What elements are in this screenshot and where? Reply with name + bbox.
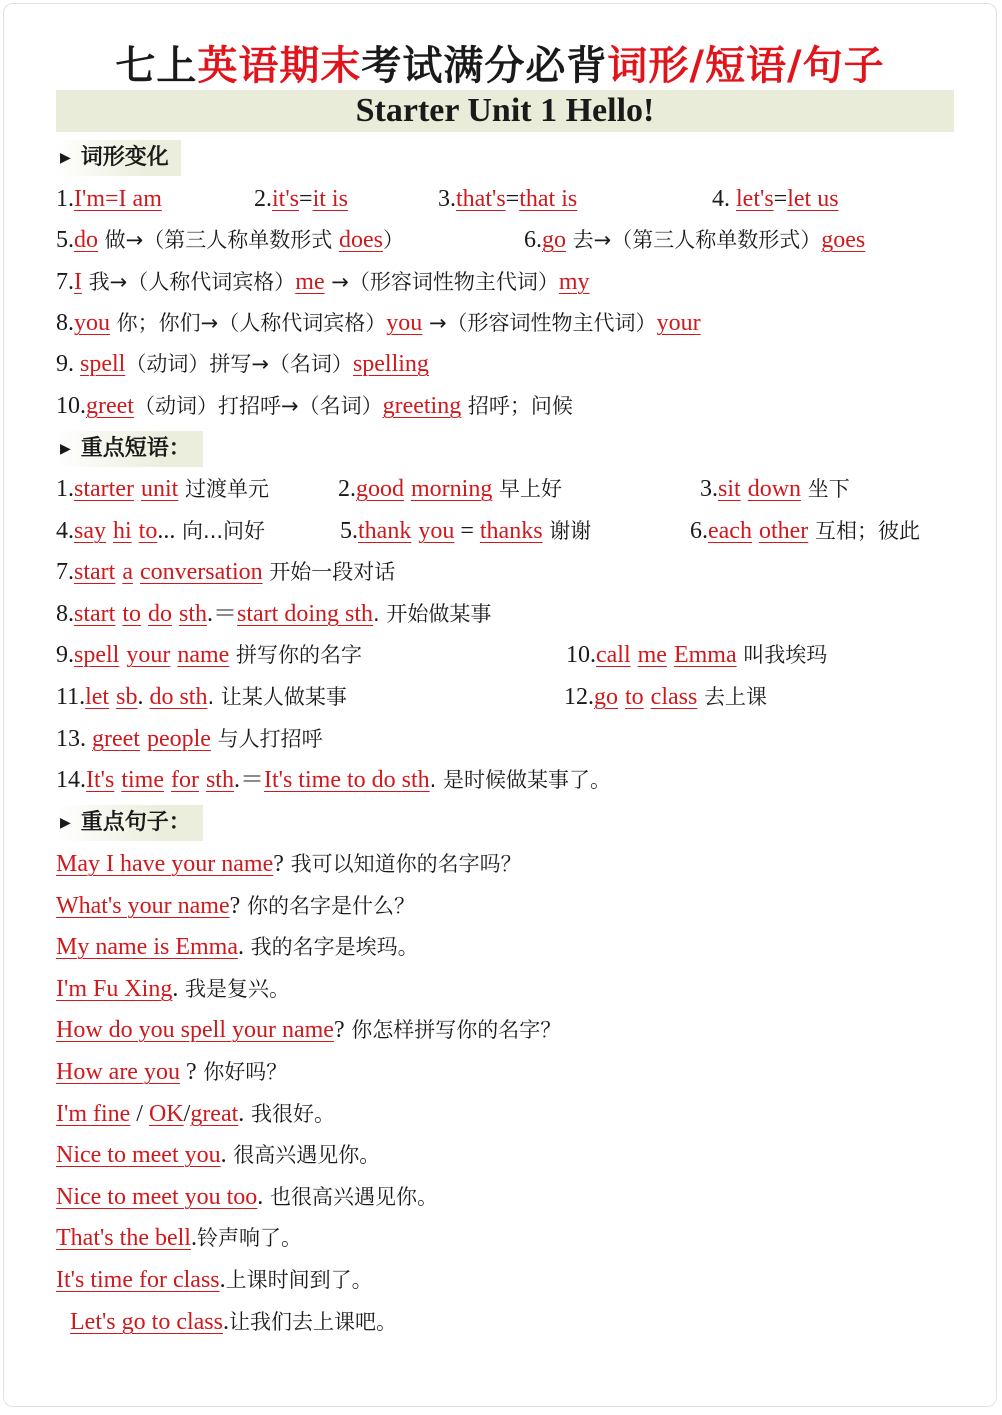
text-segment: . 让某人做某事 bbox=[207, 685, 347, 709]
text-segment: 你怎样拼写你的名字？ bbox=[344, 1018, 562, 1042]
answer-word: = bbox=[105, 186, 119, 212]
section-label: 重点句子： bbox=[80, 810, 191, 835]
sentence-row bbox=[56, 971, 290, 1007]
phrase-row bbox=[56, 471, 956, 507]
answer-word: That's the bell bbox=[56, 1225, 191, 1251]
answer-word: 's bbox=[492, 186, 506, 212]
sentence-row bbox=[56, 846, 522, 882]
text-segment: 2. bbox=[338, 476, 356, 502]
word-form-row bbox=[56, 305, 701, 341]
answer-word: It's time to do sth bbox=[263, 767, 430, 793]
title-part: 词形/短语/句子 bbox=[607, 43, 885, 89]
text-segment: 我可以知道你的名字吗？ bbox=[283, 852, 522, 876]
answer-word: greeting bbox=[382, 393, 462, 419]
title-part: 考试满分必背 bbox=[361, 43, 608, 89]
phrase-item bbox=[338, 471, 562, 508]
phrase-item bbox=[690, 513, 920, 550]
text-segment: 也很高兴遇见你。 bbox=[263, 1185, 438, 1209]
text-segment: 很高兴遇见你。 bbox=[226, 1143, 381, 1167]
phrase-row bbox=[56, 721, 323, 757]
text-segment: 6. bbox=[524, 227, 542, 253]
text-segment: = bbox=[505, 186, 520, 212]
answer-word: start bbox=[74, 559, 116, 585]
triangle-icon: ▶ bbox=[60, 441, 71, 457]
word-form-row bbox=[56, 222, 956, 258]
answer-word: my bbox=[558, 269, 590, 295]
triangle-icon: ▶ bbox=[60, 815, 71, 831]
answer-word: 'm bbox=[82, 186, 105, 212]
phrase-item bbox=[564, 679, 767, 716]
text-segment: 7. bbox=[56, 559, 74, 585]
unit-heading: Starter Unit 1 Hello! bbox=[56, 90, 954, 132]
text-segment: 9. bbox=[56, 351, 80, 377]
word-form-item bbox=[524, 222, 865, 259]
phrase-row bbox=[56, 554, 395, 590]
answer-word: your bbox=[126, 642, 171, 668]
word-form-item bbox=[56, 222, 404, 259]
answer-word: down bbox=[747, 476, 802, 502]
text-segment: 12. bbox=[564, 684, 594, 710]
text-segment: （动词）打招呼→（名词） bbox=[133, 394, 383, 418]
text-segment: 1. bbox=[56, 186, 74, 212]
answer-word: I'm Fu Xing bbox=[56, 976, 173, 1002]
text-segment: 早上好 bbox=[492, 477, 563, 501]
title-part: 七上 bbox=[115, 43, 198, 89]
answer-word: let bbox=[787, 186, 812, 212]
text-segment: 2. bbox=[254, 186, 272, 212]
text-segment: 过渡单元 bbox=[178, 477, 269, 501]
answer-word: you bbox=[386, 310, 423, 336]
phrase-item bbox=[56, 513, 265, 550]
answer-word: thank bbox=[358, 518, 412, 544]
answer-word: Emma bbox=[673, 642, 737, 668]
text-segment: . bbox=[190, 1225, 197, 1251]
phrase-item bbox=[56, 679, 347, 716]
answer-word: morning bbox=[411, 476, 493, 502]
phrase-row bbox=[56, 762, 611, 798]
text-segment: 铃声响了。 bbox=[196, 1226, 302, 1250]
sentence-row bbox=[56, 1220, 302, 1256]
answer-word: you bbox=[74, 310, 110, 336]
answer-word: good bbox=[356, 476, 404, 502]
page-title bbox=[4, 34, 996, 91]
answer-word: It's bbox=[86, 767, 115, 793]
text-segment: 你；你们→（人称代词宾格） bbox=[110, 311, 387, 335]
text-segment: ） bbox=[382, 228, 404, 252]
text-segment: / bbox=[130, 1101, 149, 1127]
text-segment: . bbox=[238, 1101, 245, 1127]
section-heading-sentences bbox=[56, 805, 203, 841]
answer-word: me bbox=[295, 269, 325, 295]
sentence-row bbox=[56, 929, 419, 965]
text-segment: . bbox=[220, 1142, 227, 1168]
answer-word: for bbox=[170, 767, 199, 793]
sentence-row bbox=[56, 1262, 373, 1298]
triangle-icon: ▶ bbox=[60, 150, 71, 166]
answer-word: do sth bbox=[149, 684, 208, 710]
answer-word: goes bbox=[821, 227, 866, 253]
text-segment: 我→（人称代词宾格） bbox=[82, 270, 296, 294]
text-segment: 13. bbox=[56, 726, 92, 752]
text-segment: 5. bbox=[56, 227, 74, 253]
answer-word: does bbox=[338, 227, 383, 253]
answer-word: a bbox=[122, 559, 133, 585]
answer-word: am bbox=[126, 186, 162, 212]
answer-word: to bbox=[122, 601, 141, 627]
answer-word: go bbox=[542, 227, 566, 253]
answer-word: let bbox=[85, 684, 110, 710]
text-segment: 坐下 bbox=[801, 477, 850, 501]
answer-word: great bbox=[190, 1101, 239, 1127]
text-segment: 去上课 bbox=[697, 685, 768, 709]
section-label: 重点短语： bbox=[80, 436, 191, 461]
sentence-row bbox=[56, 1054, 287, 1090]
text-segment: 叫我埃玛 bbox=[736, 643, 828, 667]
text-segment: . 是时候做某事了。 bbox=[429, 768, 611, 792]
text-segment: 上课时间到了。 bbox=[225, 1268, 373, 1292]
answer-word: other bbox=[758, 518, 809, 544]
text-segment: ? bbox=[273, 851, 284, 877]
word-form-item bbox=[438, 181, 577, 218]
answer-word: thanks bbox=[479, 518, 543, 544]
text-segment: 4. bbox=[712, 186, 736, 212]
text-segment: . bbox=[137, 684, 150, 710]
text-segment: 9. bbox=[56, 642, 74, 668]
text-segment: . bbox=[237, 934, 244, 960]
text-segment: 谢谢 bbox=[542, 519, 592, 543]
text-segment: 你好吗？ bbox=[196, 1060, 288, 1084]
answer-word: spell bbox=[74, 642, 120, 668]
text-segment: . bbox=[219, 1267, 226, 1293]
phrase-item bbox=[566, 637, 827, 674]
answer-word: spelling bbox=[352, 351, 429, 377]
text-segment: 11. bbox=[56, 684, 86, 710]
answer-word: it bbox=[272, 186, 286, 212]
text-segment: 4. bbox=[56, 518, 74, 544]
answer-word: is bbox=[325, 186, 348, 212]
phrase-item bbox=[56, 637, 362, 674]
answer-word: I bbox=[74, 186, 82, 212]
answer-word: Let's go to class bbox=[70, 1309, 223, 1335]
answer-word: people bbox=[146, 726, 211, 752]
sentence-row bbox=[70, 1304, 397, 1340]
answer-word: My name is Emma bbox=[56, 934, 238, 960]
word-form-row bbox=[56, 264, 590, 300]
answer-word: me bbox=[637, 642, 667, 668]
text-segment: ? bbox=[179, 1059, 197, 1085]
text-segment: 你的名字是什么？ bbox=[240, 894, 415, 918]
answer-word: May I have your name bbox=[56, 851, 274, 877]
answer-word: Nice to meet you too bbox=[56, 1184, 258, 1210]
text-segment: 10. bbox=[566, 642, 596, 668]
answer-word: 's bbox=[760, 186, 774, 212]
text-segment: 5. bbox=[340, 518, 358, 544]
text-segment: 与人打招呼 bbox=[210, 727, 323, 751]
phrase-item bbox=[340, 513, 591, 550]
answer-word: it bbox=[312, 186, 326, 212]
answer-word: let bbox=[736, 186, 760, 212]
phrase-row bbox=[56, 679, 956, 715]
phrase-item bbox=[56, 471, 269, 508]
answer-word: each bbox=[708, 518, 752, 544]
section-heading-phrases bbox=[56, 431, 203, 467]
answer-word: It's time for class bbox=[56, 1267, 220, 1293]
answer-word: do bbox=[74, 227, 98, 253]
answer-word: you bbox=[418, 518, 455, 544]
word-form-row bbox=[56, 388, 573, 424]
text-segment: 让我们去上课吧。 bbox=[228, 1310, 397, 1334]
text-segment: / bbox=[183, 1101, 191, 1127]
answer-word: say bbox=[74, 518, 106, 544]
phrase-item bbox=[700, 471, 850, 508]
answer-word: OK bbox=[148, 1101, 184, 1127]
answer-word: greet bbox=[92, 726, 140, 752]
answer-word: hi bbox=[113, 518, 132, 544]
text-segment: 向...问好 bbox=[175, 519, 266, 543]
answer-word: How are you bbox=[56, 1059, 180, 1085]
answer-word: sit bbox=[718, 476, 741, 502]
text-segment: 3. bbox=[438, 186, 456, 212]
answer-word: sth bbox=[179, 601, 208, 627]
answer-word: Nice to meet you bbox=[56, 1142, 221, 1168]
text-segment: 8. bbox=[56, 310, 74, 336]
section-label: 词形变化 bbox=[80, 145, 169, 170]
sentence-row bbox=[56, 888, 415, 924]
answer-word: sth bbox=[205, 767, 234, 793]
text-segment: 我的名字是埃玛。 bbox=[243, 935, 419, 959]
answer-word: time bbox=[121, 767, 164, 793]
text-segment: .＝ bbox=[207, 601, 238, 627]
word-form-row bbox=[56, 181, 956, 217]
answer-word: us bbox=[811, 186, 839, 212]
sentence-row bbox=[56, 1012, 561, 1048]
text-segment: .＝ bbox=[233, 767, 264, 793]
answer-word: name bbox=[177, 642, 230, 668]
answer-word: that bbox=[456, 186, 492, 212]
text-segment: →（形容词性物主代词） bbox=[324, 270, 559, 294]
text-segment: 我是复兴。 bbox=[178, 977, 291, 1001]
sentence-row bbox=[56, 1096, 335, 1132]
text-segment: 做→（第三人称单数形式 bbox=[98, 228, 339, 252]
answer-word: sb bbox=[116, 684, 138, 710]
answer-word: is bbox=[555, 186, 578, 212]
answer-word: start doing sth bbox=[237, 601, 374, 627]
text-segment: 6. bbox=[690, 518, 708, 544]
phrase-row bbox=[56, 513, 956, 549]
text-segment: . bbox=[172, 976, 179, 1002]
word-form-item bbox=[254, 181, 348, 218]
answer-word: I'm fine bbox=[56, 1101, 131, 1127]
phrase-row bbox=[56, 637, 956, 673]
phrase-row bbox=[56, 596, 491, 632]
answer-word: your bbox=[656, 310, 701, 336]
sentence-row bbox=[56, 1179, 438, 1215]
answer-word: I bbox=[74, 269, 82, 295]
text-segment: 3. bbox=[700, 476, 718, 502]
text-segment: = bbox=[299, 186, 313, 212]
text-segment: 互相；彼此 bbox=[808, 519, 920, 543]
text-segment: 8. bbox=[56, 601, 74, 627]
text-segment: 14. bbox=[56, 767, 86, 793]
text-segment: . bbox=[257, 1184, 264, 1210]
sentence-row bbox=[56, 1137, 380, 1173]
text-segment: = bbox=[454, 518, 480, 544]
title-part: 英语期末 bbox=[197, 43, 362, 89]
text-segment: （动词）拼写→（名词） bbox=[125, 352, 353, 376]
text-segment: 1. bbox=[56, 476, 74, 502]
word-form-row bbox=[56, 346, 429, 382]
answer-word: class bbox=[650, 684, 698, 710]
answer-word: to bbox=[625, 684, 644, 710]
text-segment: 10. bbox=[56, 393, 86, 419]
text-segment: . bbox=[222, 1309, 229, 1335]
word-form-item bbox=[712, 181, 839, 218]
answer-word: greet bbox=[86, 393, 134, 419]
answer-word: 's bbox=[285, 186, 300, 212]
answer-word: do bbox=[148, 601, 172, 627]
answer-word: What's your name bbox=[56, 893, 230, 919]
answer-word: unit bbox=[140, 476, 179, 502]
text-segment: 开始一段对话 bbox=[262, 560, 396, 584]
answer-word: starter bbox=[74, 476, 134, 502]
text-segment: 拼写你的名字 bbox=[229, 643, 362, 667]
answer-word: to bbox=[138, 518, 158, 544]
text-segment: 去→（第三人称单数形式） bbox=[566, 228, 822, 252]
text-segment: 7. bbox=[56, 269, 74, 295]
answer-word: I bbox=[118, 186, 127, 212]
answer-word: call bbox=[596, 642, 631, 668]
answer-word: spell bbox=[80, 351, 126, 377]
answer-word: conversation bbox=[139, 559, 263, 585]
text-segment: →（形容词性物主代词） bbox=[422, 311, 657, 335]
answer-word: start bbox=[74, 601, 116, 627]
answer-word: that bbox=[519, 186, 556, 212]
text-segment: 我很好。 bbox=[244, 1102, 335, 1126]
answer-word: How do you spell your name bbox=[56, 1017, 334, 1043]
text-segment: . 开始做某事 bbox=[373, 602, 492, 626]
text-segment: ? bbox=[333, 1017, 345, 1043]
answer-word: go bbox=[594, 684, 618, 710]
text-segment: ? bbox=[229, 893, 241, 919]
text-segment: ... bbox=[157, 518, 176, 544]
section-heading-word-forms bbox=[56, 140, 181, 176]
text-segment: 招呼；问候 bbox=[461, 394, 573, 418]
word-form-item bbox=[56, 181, 162, 218]
text-segment: = bbox=[773, 186, 788, 212]
worksheet-page bbox=[3, 3, 997, 1407]
